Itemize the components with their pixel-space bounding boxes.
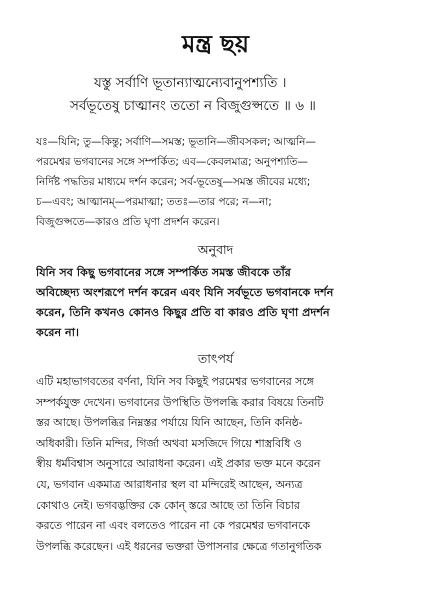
synonym-line: পরমেশ্বর ভগবানের সঙ্গে সম্পর্কিত; এব—কেবলমাত্র; অনুপশ্যতি— bbox=[36, 156, 308, 168]
verse-line-2: সর্বভূতেষু চাত্মানং ততো ন বিজুগুপ্সতে ॥ ৬ ॥ bbox=[70, 98, 316, 114]
purport-heading: তাৎপর্য bbox=[197, 351, 234, 366]
translation-line: করেন, তিনি কখনও কোনও কিছুর প্রতি বা কারও প্রতি ঘৃণা প্রদর্শন bbox=[36, 306, 330, 319]
word-meanings bbox=[36, 132, 395, 232]
purport-line: যে, ভগবান একমাত্র আরাধনার স্থল বা মন্দিরেই আছেন, অন্যত্র bbox=[36, 477, 303, 491]
translation-line: যিনি সব কিছু ভগবানের সঙ্গে সম্পর্কিত সমস্ত জীবকে তাঁর bbox=[36, 266, 291, 279]
purport-line: স্বীয় ধর্মবিশ্বাস অনুসারে আরাধনা করেন। এই প্রকার ভক্ত মনে করেন bbox=[36, 457, 321, 471]
translation-text bbox=[36, 263, 395, 343]
sanskrit-verse bbox=[36, 72, 395, 118]
verse-line-1: যস্তু সর্বাণি ভূতান্যাত্মন্যেবানুপশ্যতি । bbox=[94, 75, 287, 91]
purport-line: স্তর আছে। উপলব্ধির নিম্নস্তর পর্যায়ে যিনি আছেন, তিনি কনিষ্ঠ- bbox=[36, 416, 303, 430]
synonym-line: যঃ—যিনি; তু—কিন্তু; সর্বাণি—সমস্ত; ভূতানি—জীবসকল; আত্মনি— bbox=[36, 136, 316, 148]
synonym-line: নির্দিষ্ট পদ্ধতির মাধ্যমে দর্শন করেন; সর্ব-ভূতেষু—সমস্ত জীবের মধ্যে; bbox=[36, 176, 311, 188]
page-title: মন্ত্র ছয় bbox=[181, 29, 250, 58]
purport-line: অধিকারী। তিনি মন্দির, গির্জা অথবা মসজিদে গিয়ে শাস্ত্রবিধি ও bbox=[36, 436, 302, 450]
purport-line: উপলব্ধি করেছেন। এই ধরনের ভক্তরা উপাসনার ক্ষেত্রে গতানুগতিক bbox=[36, 539, 322, 553]
synonym-line: চ—এবং; আত্মানম্—পরমাত্মা; ততঃ—তার পরে; ন—না; bbox=[36, 196, 272, 208]
purport-line: করতে পারেন না এবং বলতেও পারেন না কে পরমেশ্বর ভগবানকে bbox=[36, 519, 310, 533]
purport-text bbox=[36, 372, 395, 557]
purport-line: কোথাও নেই। ভগবদ্ভক্তির কে কোন্ স্তরে আছে তা তিনি বিচার bbox=[36, 498, 300, 512]
translation-line: অবিচ্ছেদ্য অংশরূপে দর্শন করেন এবং যিনি সর্বভূতে ভগবানকে দর্শন bbox=[36, 286, 334, 299]
purport-line: সম্পর্কযুক্ত দেখেন। ভগবানের উপস্থিতি উপলব্ধি করার বিষয়ে তিনটি bbox=[36, 395, 324, 409]
translation-line: করেন না। bbox=[36, 326, 79, 339]
synonym-line: বিজুগুপ্সতে—কারও প্রতি ঘৃণা প্রদর্শন করেন। bbox=[36, 216, 220, 228]
translation-heading: অনুবাদ bbox=[197, 242, 234, 257]
purport-line: এটি মহাভাগবতের বর্ণনা, যিনি সব কিছুই পরমেশ্বর ভগবানের সঙ্গে bbox=[36, 375, 314, 388]
